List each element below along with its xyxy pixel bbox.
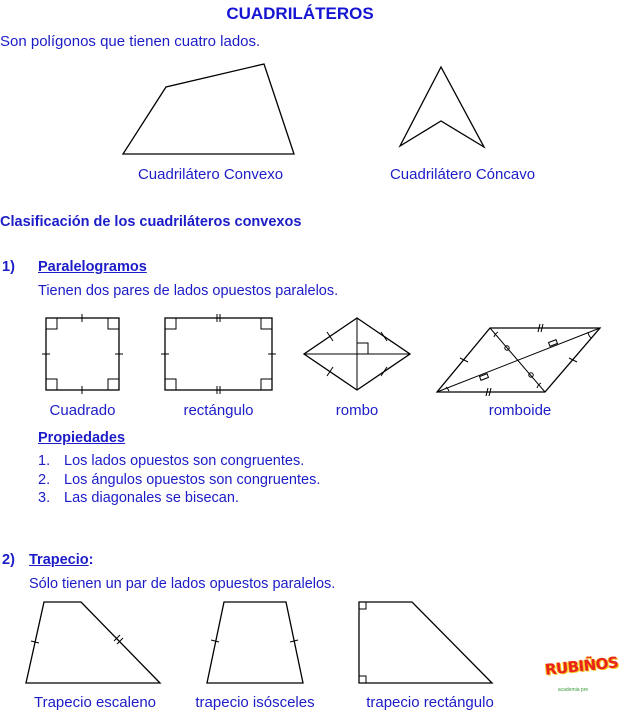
rhombus-label: rombo <box>335 402 379 419</box>
page-title: CUADRILÁTEROS <box>226 4 374 23</box>
convex-label: Cuadrilátero Convexo <box>137 166 284 183</box>
section2-heading-suffix: : <box>88 552 94 568</box>
list-item: 1. Los lados opuestos son congruentes. <box>38 453 305 469</box>
logo-text: RUBIÑOS <box>544 653 619 679</box>
isosceles-trapezoid-label: trapecio isósceles <box>195 694 315 711</box>
right-trapezoid-figure <box>359 602 492 683</box>
scalene-trapezoid-figure <box>26 602 160 683</box>
list-item: 2. Los ángulos opuestos son congruentes. <box>38 471 321 488</box>
right-trapezoid-label: trapecio rectángulo <box>366 694 494 711</box>
square-label: Cuadrado <box>49 402 116 419</box>
rectangle-label: rectángulo <box>183 402 254 419</box>
section2-heading: Trapecio <box>29 552 89 568</box>
intro-text: Son polígonos que tienen cuatro lados. <box>0 33 261 50</box>
section2-number: 2) <box>2 552 15 568</box>
section1-heading: Paralelogramos <box>38 259 147 275</box>
properties-heading: Propiedades <box>38 430 126 446</box>
rubinos-logo <box>544 650 619 700</box>
logo-subtext: academia pre <box>557 687 589 693</box>
section1-number: 1) <box>2 259 15 275</box>
classification-heading: Clasificación de los cuadriláteros convexos <box>0 214 302 230</box>
concave-label: Cuadrilátero Cóncavo <box>389 166 536 183</box>
list-item: 3. Las diagonales se bisecan. <box>38 490 239 506</box>
scalene-trapezoid-label: Trapecio escaleno <box>33 694 156 711</box>
section1-description: Tienen dos pares de lados opuestos paralelos. <box>38 283 339 299</box>
isosceles-trapezoid-figure <box>207 602 303 683</box>
section2-description: Sólo tienen un par de lados opuestos paralelos. <box>29 576 336 592</box>
rhomboid-label: romboide <box>488 402 552 419</box>
